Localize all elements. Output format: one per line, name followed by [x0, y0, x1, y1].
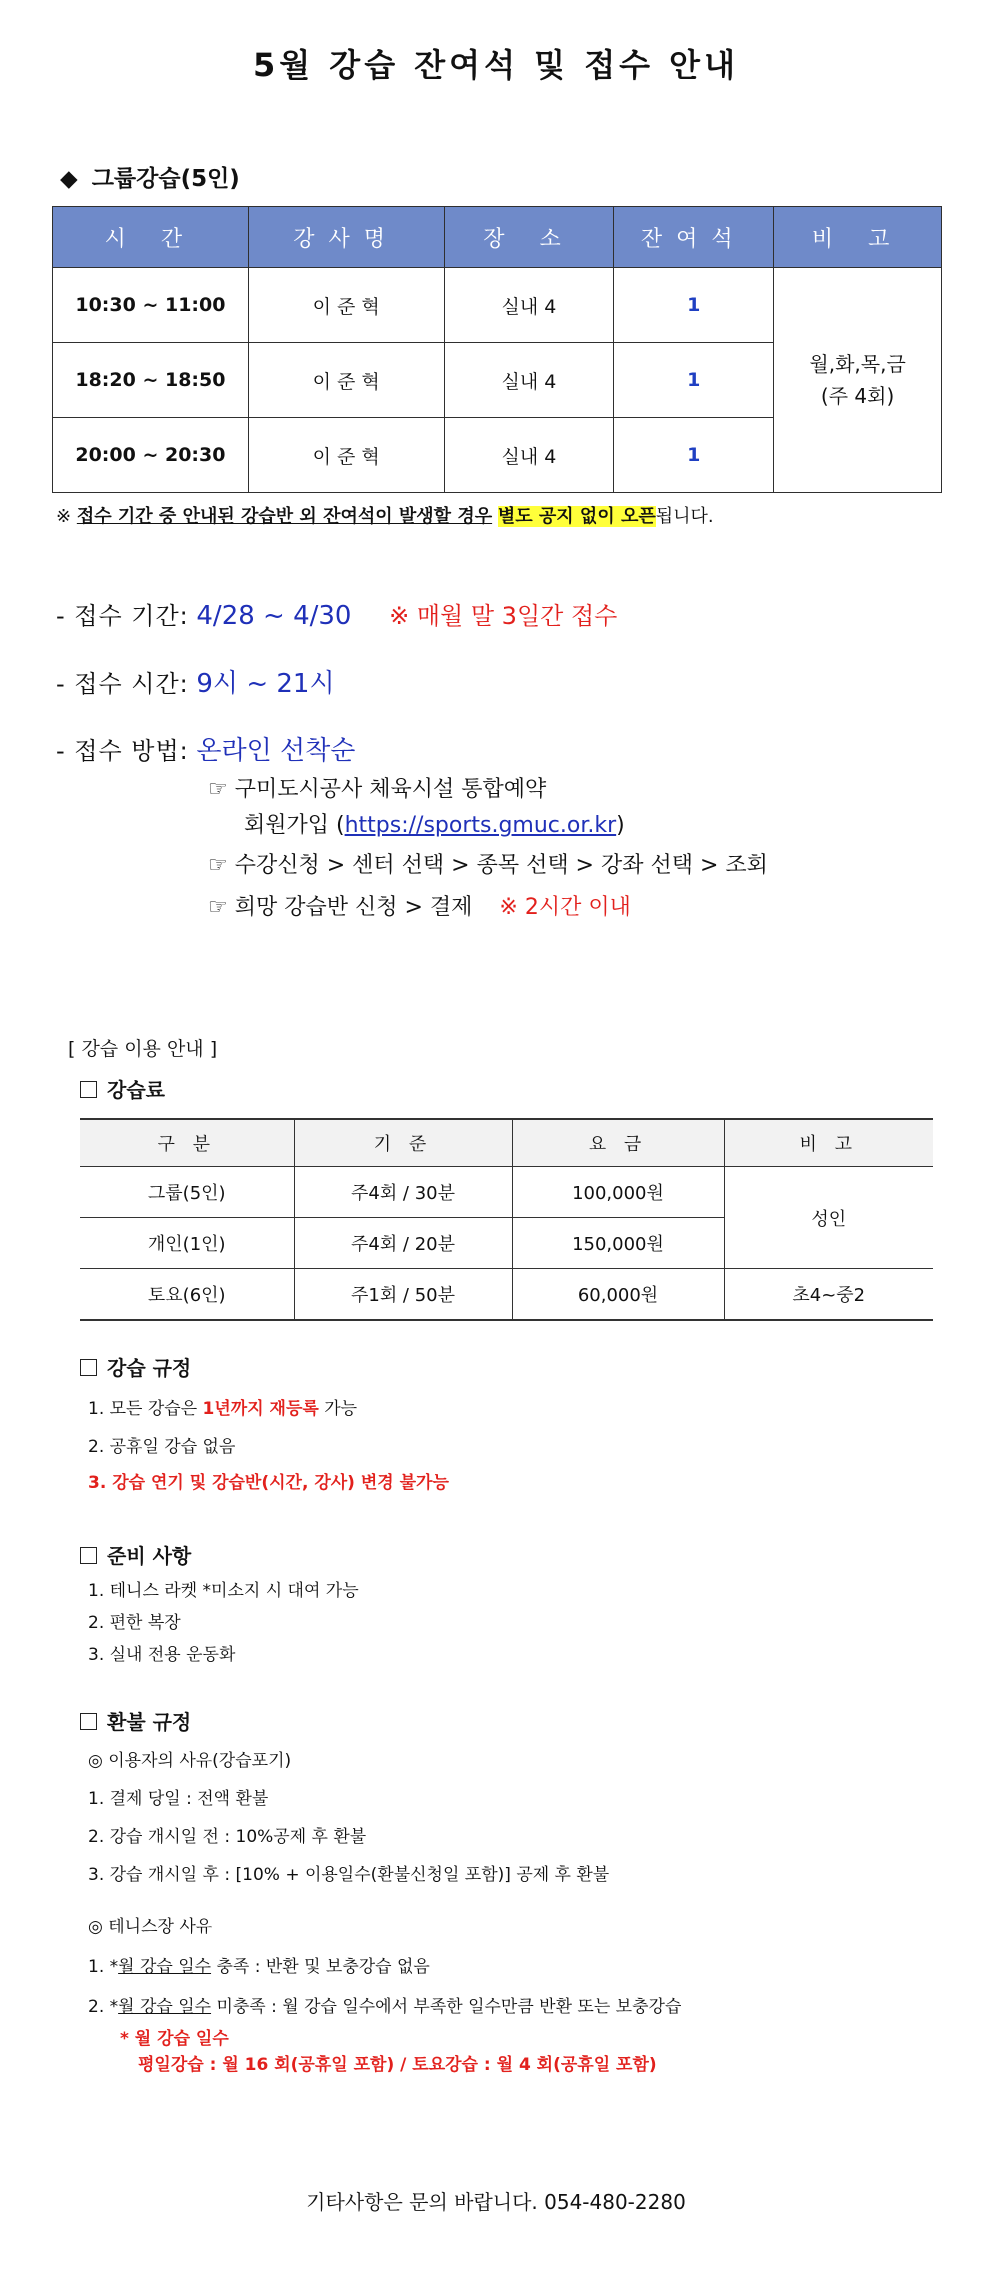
- cell-seats: 1: [614, 268, 774, 343]
- fee-cell-type: 개인(1인): [80, 1218, 294, 1269]
- registration-period: [56, 596, 617, 631]
- signup-prefix: 회원가입 (: [244, 813, 345, 838]
- fee-table-header-row: [80, 1119, 933, 1167]
- notice-tail: 됩니다.: [655, 506, 714, 527]
- diamond-bullet-icon: ◆: [60, 166, 78, 192]
- col-header-instructor: 강사명: [248, 207, 444, 268]
- method-step1-line2: [244, 808, 625, 839]
- fee-heading: [80, 1074, 165, 1103]
- registration-method: [56, 730, 355, 767]
- fee-cell-price: 60,000원: [512, 1269, 724, 1321]
- rule-item-1: [88, 1394, 357, 1419]
- refund-heading: [80, 1706, 191, 1735]
- note-days: 월,화,목,금: [809, 352, 906, 376]
- fee-heading-text: 강습료: [107, 1078, 165, 1102]
- court-2-prefix: 2. *: [88, 1997, 119, 2017]
- fee-cell-basis: 주1회 / 50분: [294, 1269, 512, 1321]
- fee-col-note: 비 고: [724, 1119, 933, 1167]
- note-frequency: (주 4회): [820, 384, 895, 408]
- refund-court-heading: ◎ 테니스장 사유: [88, 1917, 213, 1937]
- cell-time: 20:00 ~ 20:30: [53, 418, 249, 493]
- fee-cell-type: 그룹(5인): [80, 1167, 294, 1218]
- cell-note: [774, 268, 942, 493]
- prep-heading: [80, 1540, 191, 1569]
- cell-place: 실내 4: [444, 268, 614, 343]
- fee-col-price: 요 금: [512, 1119, 724, 1167]
- col-header-note: 비 고: [774, 207, 942, 268]
- checkbox-square-icon: [80, 1081, 97, 1098]
- period-value: 4/28 ~ 4/30: [196, 601, 352, 631]
- fee-cell-note: 초4~중2: [724, 1269, 933, 1321]
- reservation-link[interactable]: https://sports.gmuc.or.kr: [344, 813, 617, 838]
- cell-instructor: 이 준 혁: [248, 343, 444, 418]
- fee-cell-basis: 주4회 / 30분: [294, 1167, 512, 1218]
- prep-item-1: 1. 테니스 라켓 *미소지 시 대여 가능: [88, 1581, 359, 1601]
- method-label: - 접수 방법:: [56, 737, 189, 765]
- footer-contact: 기타사항은 문의 바랍니다. 054-480-2280: [306, 2190, 686, 2214]
- prep-heading-text: 준비 사항: [107, 1544, 192, 1568]
- refund-court-2: [88, 1992, 681, 2017]
- refund-user-1: 1. 결제 당일 : 전액 환불: [88, 1789, 269, 1809]
- prep-item-2: 2. 편한 복장: [88, 1613, 181, 1633]
- rule-1-highlight: 1년까지 재등록: [202, 1399, 319, 1419]
- method-step1-line1: ☞ 구미도시공사 체육시설 통합예약: [208, 777, 547, 802]
- group-section-title: 그룹강습(5인): [91, 166, 240, 192]
- rule-1-suffix: 가능: [318, 1399, 358, 1419]
- col-header-seats: 잔여석: [614, 207, 774, 268]
- notice-mark: ※: [56, 506, 72, 527]
- rule-1-prefix: 1. 모든 강습은: [88, 1399, 203, 1419]
- refund-heading-text: 환불 규정: [107, 1710, 192, 1734]
- cell-seats: 1: [614, 418, 774, 493]
- notice-highlight: 별도 공지 없이 오픈: [497, 506, 656, 527]
- guide-heading: [ 강습 이용 안내 ]: [68, 1038, 218, 1060]
- rule-item-2: 2. 공휴일 강습 없음: [88, 1437, 236, 1457]
- refund-user-2: 2. 강습 개시일 전 : 10%공제 후 환불: [88, 1827, 367, 1847]
- registration-time: [56, 663, 335, 700]
- time-label: - 접수 시간:: [56, 670, 189, 698]
- refund-user-3: 3. 강습 개시일 후 : [10% + 이용일수(환불신청일 포함)] 공제 후 환불: [88, 1865, 610, 1885]
- checkbox-square-icon: [80, 1359, 97, 1376]
- page-title: 5월 강습 잔여석 및 접수 안내: [252, 46, 739, 84]
- court-1-underlined: 월 강습 일수: [118, 1957, 212, 1977]
- cell-place: 실내 4: [444, 343, 614, 418]
- step3-note: ※ 2시간 이내: [499, 895, 631, 920]
- col-header-time: 시 간: [53, 207, 249, 268]
- step3-text: ☞ 희망 강습반 신청 > 결제: [208, 895, 473, 920]
- fee-cell-note-adult: 성인: [724, 1167, 933, 1269]
- cell-seats: 1: [614, 343, 774, 418]
- court-2-suffix: 미충족 : 월 강습 일수에서 부족한 일수만큼 반환 또는 보충강습: [211, 1997, 682, 2017]
- fee-table: [80, 1118, 933, 1321]
- group-class-table: [52, 206, 942, 493]
- period-label: - 접수 기간:: [56, 602, 189, 630]
- court-2-underlined: 월 강습 일수: [118, 1997, 212, 2017]
- refund-court-1: [88, 1952, 430, 1977]
- group-table-header-row: [53, 207, 942, 268]
- signup-suffix: ): [616, 813, 625, 838]
- table-row: [80, 1167, 933, 1218]
- court-1-suffix: 충족 : 반환 및 보충강습 없음: [211, 1957, 430, 1977]
- time-value: 9시 ~ 21시: [196, 669, 335, 699]
- method-step2: ☞ 수강신청 > 센터 선택 > 종목 선택 > 강좌 선택 > 조회: [208, 853, 768, 878]
- fee-cell-price: 150,000원: [512, 1218, 724, 1269]
- checkbox-square-icon: [80, 1713, 97, 1730]
- refund-user-heading: ◎ 이용자의 사유(강습포기): [88, 1751, 292, 1771]
- group-section-heading: [60, 160, 240, 193]
- fee-col-basis: 기 준: [294, 1119, 512, 1167]
- cell-place: 실내 4: [444, 418, 614, 493]
- cell-instructor: 이 준 혁: [248, 268, 444, 343]
- fee-col-type: 구 분: [80, 1119, 294, 1167]
- prep-item-3: 3. 실내 전용 운동화: [88, 1645, 236, 1665]
- table-row: [80, 1269, 933, 1321]
- rules-heading-text: 강습 규정: [107, 1356, 192, 1380]
- fee-cell-basis: 주4회 / 20분: [294, 1218, 512, 1269]
- fee-cell-type: 토요(6인): [80, 1269, 294, 1321]
- cell-time: 10:30 ~ 11:00: [53, 268, 249, 343]
- seat-notice: [56, 502, 714, 528]
- method-step3: [208, 890, 631, 921]
- court-1-prefix: 1. *: [88, 1957, 119, 1977]
- rules-heading: [80, 1352, 191, 1381]
- table-row: [53, 268, 942, 343]
- cell-time: 18:20 ~ 18:50: [53, 343, 249, 418]
- checkbox-square-icon: [80, 1547, 97, 1564]
- refund-red-note-2: 평일강습 : 월 16 회(공휴일 포함) / 토요강습 : 월 4 회(공휴일 포함): [138, 2055, 657, 2075]
- cell-instructor: 이 준 혁: [248, 418, 444, 493]
- notice-underlined: 접수 기간 중 안내된 강습반 외 잔여석이 발생할 경우: [76, 506, 493, 527]
- period-note: ※ 매월 말 3일간 접수: [389, 602, 618, 630]
- refund-red-note-1: * 월 강습 일수: [120, 2029, 229, 2049]
- fee-cell-price: 100,000원: [512, 1167, 724, 1218]
- col-header-place: 장 소: [444, 207, 614, 268]
- method-value: 온라인 선착순: [196, 736, 356, 766]
- rule-item-3: 3. 강습 연기 및 강습반(시간, 강사) 변경 불가능: [88, 1473, 449, 1493]
